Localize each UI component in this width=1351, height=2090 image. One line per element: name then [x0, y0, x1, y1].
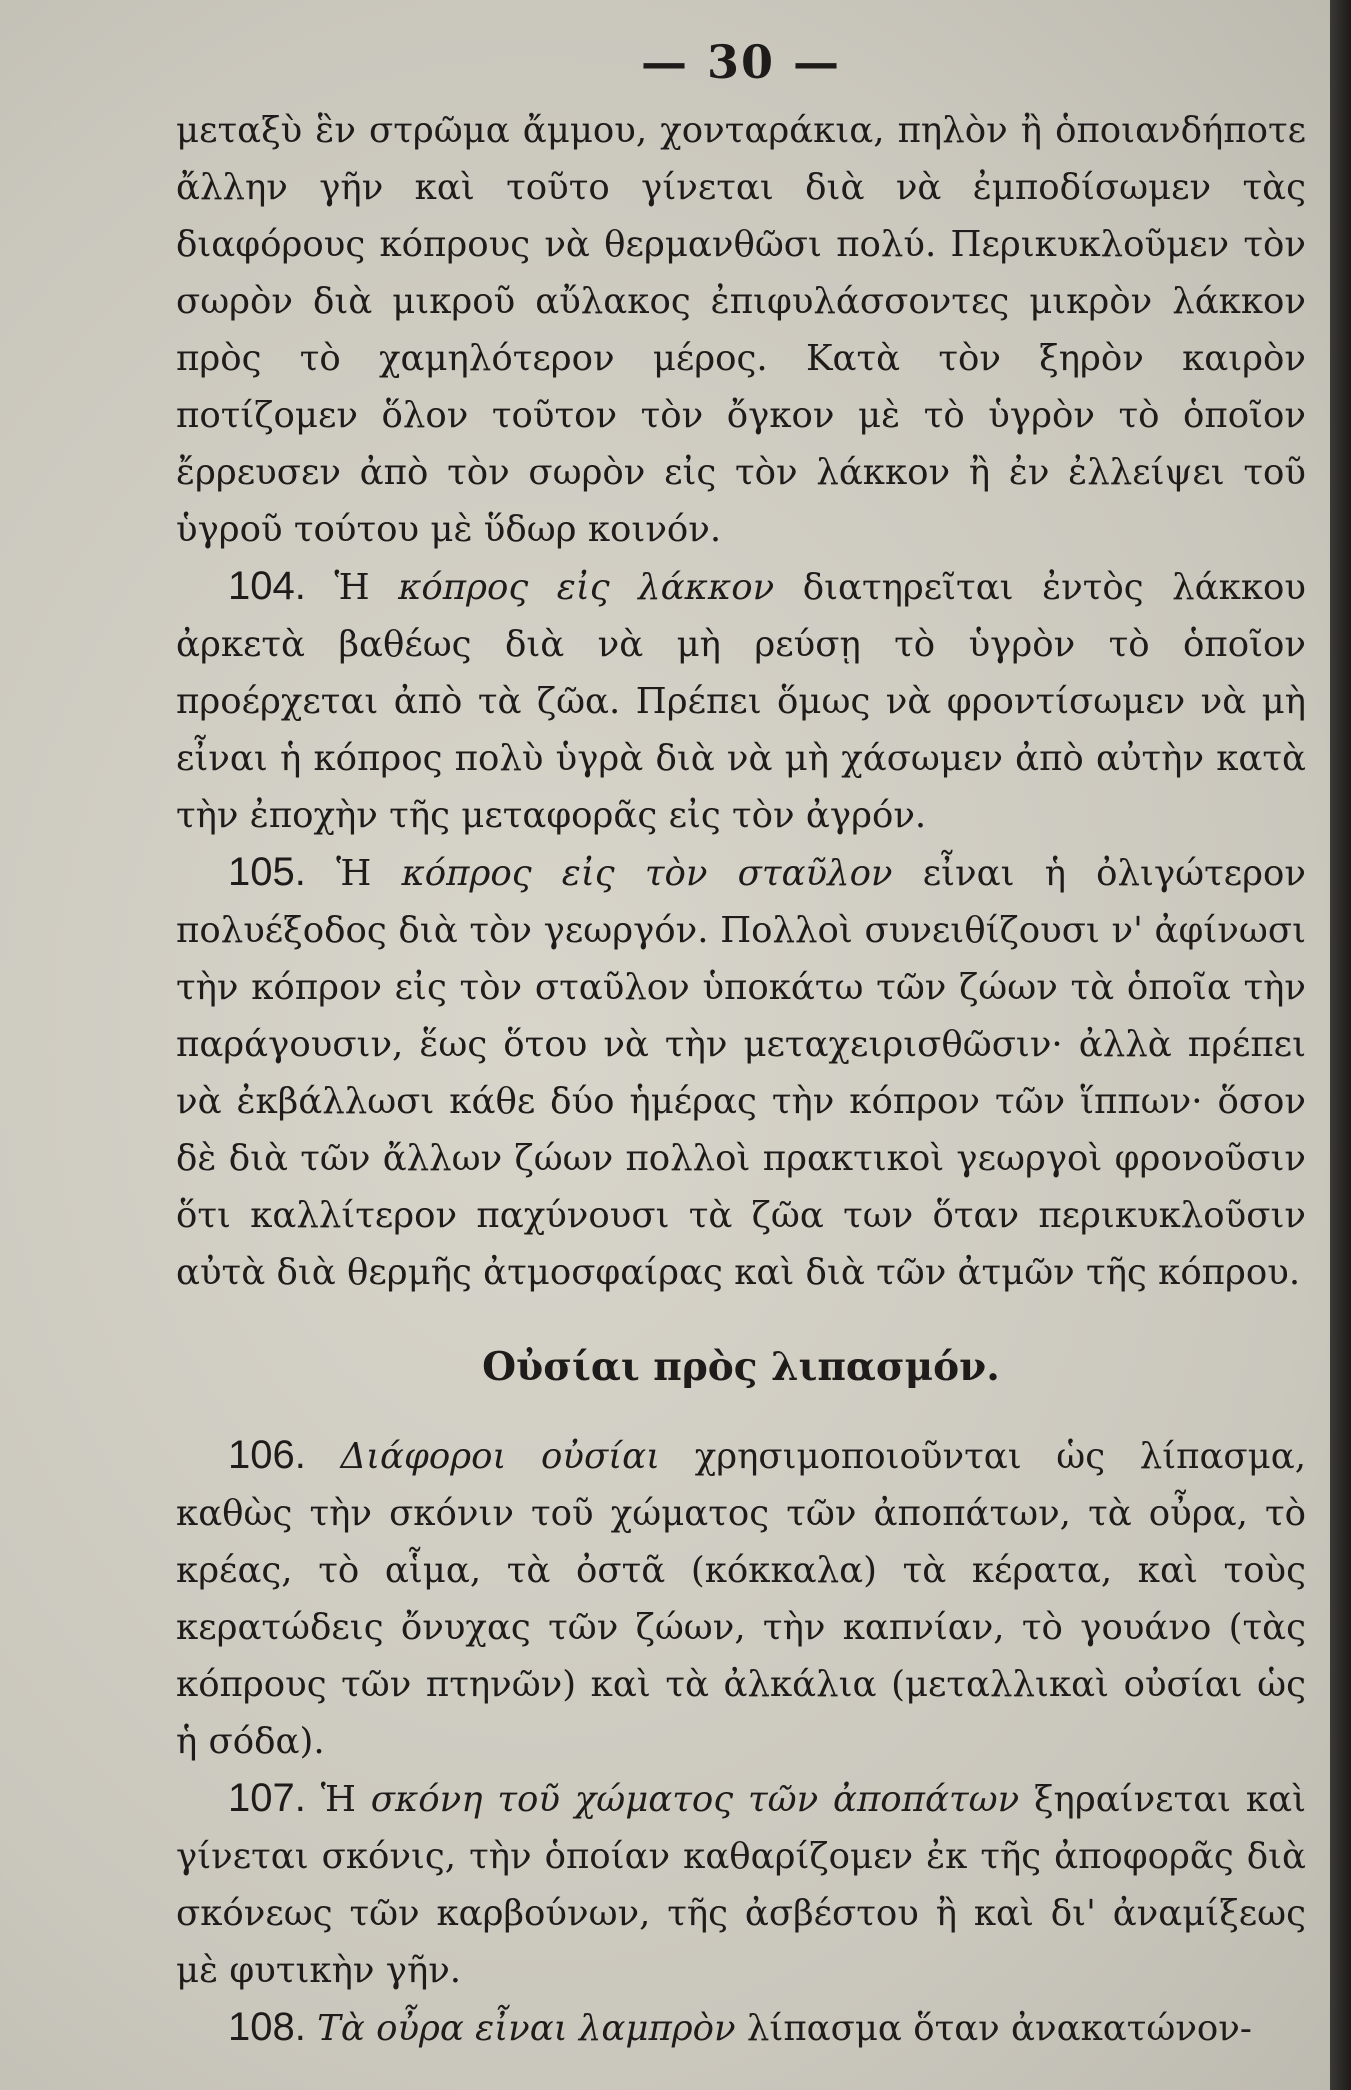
- paragraph-term: κόπρος εἰς λάκκον: [398, 567, 775, 608]
- paragraph-106: [176, 1427, 1306, 1770]
- paragraph-term: Τὰ οὖρα εἶναι λαμπρὸν: [317, 2008, 736, 2049]
- paragraph-number: 106.: [228, 1433, 306, 1477]
- page-text: [176, 30, 1306, 2057]
- paragraph-term: κόπρος εἰς τὸν σταῦλον: [401, 853, 893, 894]
- paragraph-lead: Ἡ: [336, 853, 372, 894]
- paragraph-104: [176, 558, 1306, 844]
- book-spine-edge: [1330, 0, 1351, 2090]
- paragraph-lead: Ἡ: [334, 567, 370, 608]
- continuation-paragraph: μεταξὺ ἓν στρῶμα ἄμμου, χονταράκια, πηλὸν ἢ ὁποιανδήποτε ἄλλην γῆν καὶ τοῦτο γίνεται διὰ νὰ ἐμποδίσωμεν τὰς διαφόρους κόπρους νὰ θερμανθῶσι πολύ. Περικυκλοῦμεν τὸν σωρὸν διὰ μικροῦ αὔλακος ἐπιφυλάσσοντες μικρὸν λάκκον πρὸς τὸ χαμηλότερον μέρος. Κατὰ τὸν ξηρὸν καιρὸν ποτίζομεν ὅλον τοῦτον τὸν ὄγκον μὲ τὸ ὑγρὸν τὸ ὁποῖον ἔρρευσεν ἀπὸ τὸν σωρὸν εἰς τὸν λάκκον ἢ ἐν ἐλλείψει τοῦ ὑγροῦ τούτου μὲ ὕδωρ κοινόν.: [176, 110, 1306, 550]
- paragraph-body: λίπασμα ὅταν ἀνακατώνον-: [746, 2008, 1252, 2049]
- paragraph-term: σκόνη τοῦ χώματος τῶν ἀποπάτων: [370, 1779, 1020, 1820]
- paragraph-number: 104.: [228, 564, 306, 608]
- section-heading: Οὐσίαι πρὸς λιπασμόν.: [482, 1344, 1000, 1390]
- paragraph-107: [176, 1770, 1306, 1999]
- paragraph-108: [176, 1999, 1306, 2057]
- paragraph-body: ξηραίνεται καὶ γίνεται σκόνις, τὴν ὁποίαν καθαρίζομεν ἐκ τῆς ἀποφορᾶς διὰ σκόνεως τῶν καρβούνων, τῆς ἀσβέστου ἢ καὶ δι' ἀναμίξεως μὲ φυτικὴν γῆν.: [176, 1779, 1306, 1991]
- paragraph-body: χρησιμοποιοῦνται ὡς λίπασμα, καθὼς τὴν σκόνιν τοῦ χώματος τῶν ἀποπάτων, τὰ οὖρα, τὸ κρέας, τὸ αἷμα, τὰ ὀστᾶ (κόκκαλα) τὰ κέρατα, καὶ τοὺς κερατώδεις ὄνυχας τῶν ζώων, τὴν καπνίαν, τὸ γουάνο (τὰς κόπρους τῶν πτηνῶν) καὶ τὰ ἀλκάλια (μεταλλικαὶ οὐσίαι ὡς ἡ σόδα).: [176, 1436, 1306, 1762]
- paragraph-body: διατηρεῖται ἐντὸς λάκκου ἀρκετὰ βαθέως διὰ νὰ μὴ ρεύσῃ τὸ ὑγρὸν τὸ ὁποῖον προέρχεται ἀπὸ τὰ ζῶα. Πρέπει ὅμως νὰ φροντίσωμεν νὰ μὴ εἶναι ἡ κόπρος πολὺ ὑγρὰ διὰ νὰ μὴ χάσωμεν ἀπὸ αὐτὴν κατὰ τὴν ἐποχὴν τῆς μεταφορᾶς εἰς τὸν ἀγρόν.: [176, 567, 1306, 836]
- paragraph-term: Διάφοροι οὐσίαι: [340, 1436, 661, 1477]
- paragraph-105: [176, 844, 1306, 1301]
- page-number: — 30 —: [640, 35, 842, 89]
- paragraph-number: 105.: [228, 850, 306, 894]
- paragraph-number: 108.: [228, 2005, 306, 2049]
- paragraph-lead: Ἡ: [320, 1779, 356, 1820]
- paragraph-number: 107.: [228, 1776, 306, 1820]
- paragraph-body: εἶναι ἡ ὀλιγώτερον πολυέξοδος διὰ τὸν γεωργόν. Πολλοὶ συνειθίζουσι ν' ἀφίνωσι τὴν κόπρον εἰς τὸν σταῦλον ὑποκάτω τῶν ζώων τὰ ὁποῖα τὴν παράγουσιν, ἕως ὅτου νὰ τὴν μεταχειρισθῶσιν· ἀλλὰ πρέπει νὰ ἐκβάλλωσι κάθε δύο ἡμέρας τὴν κόπρον τῶν ἵππων· ὅσον δὲ διὰ τῶν ἄλλων ζώων πολλοὶ πρακτικοὶ γεωργοὶ φρονοῦσιν ὅτι καλλίτερον παχύνουσι τὰ ζῶα των ὅταν περικυκλοῦσιν αὐτὰ διὰ θερμῆς ἀτμοσφαίρας καὶ διὰ τῶν ἀτμῶν τῆς κόπρου.: [176, 853, 1306, 1293]
